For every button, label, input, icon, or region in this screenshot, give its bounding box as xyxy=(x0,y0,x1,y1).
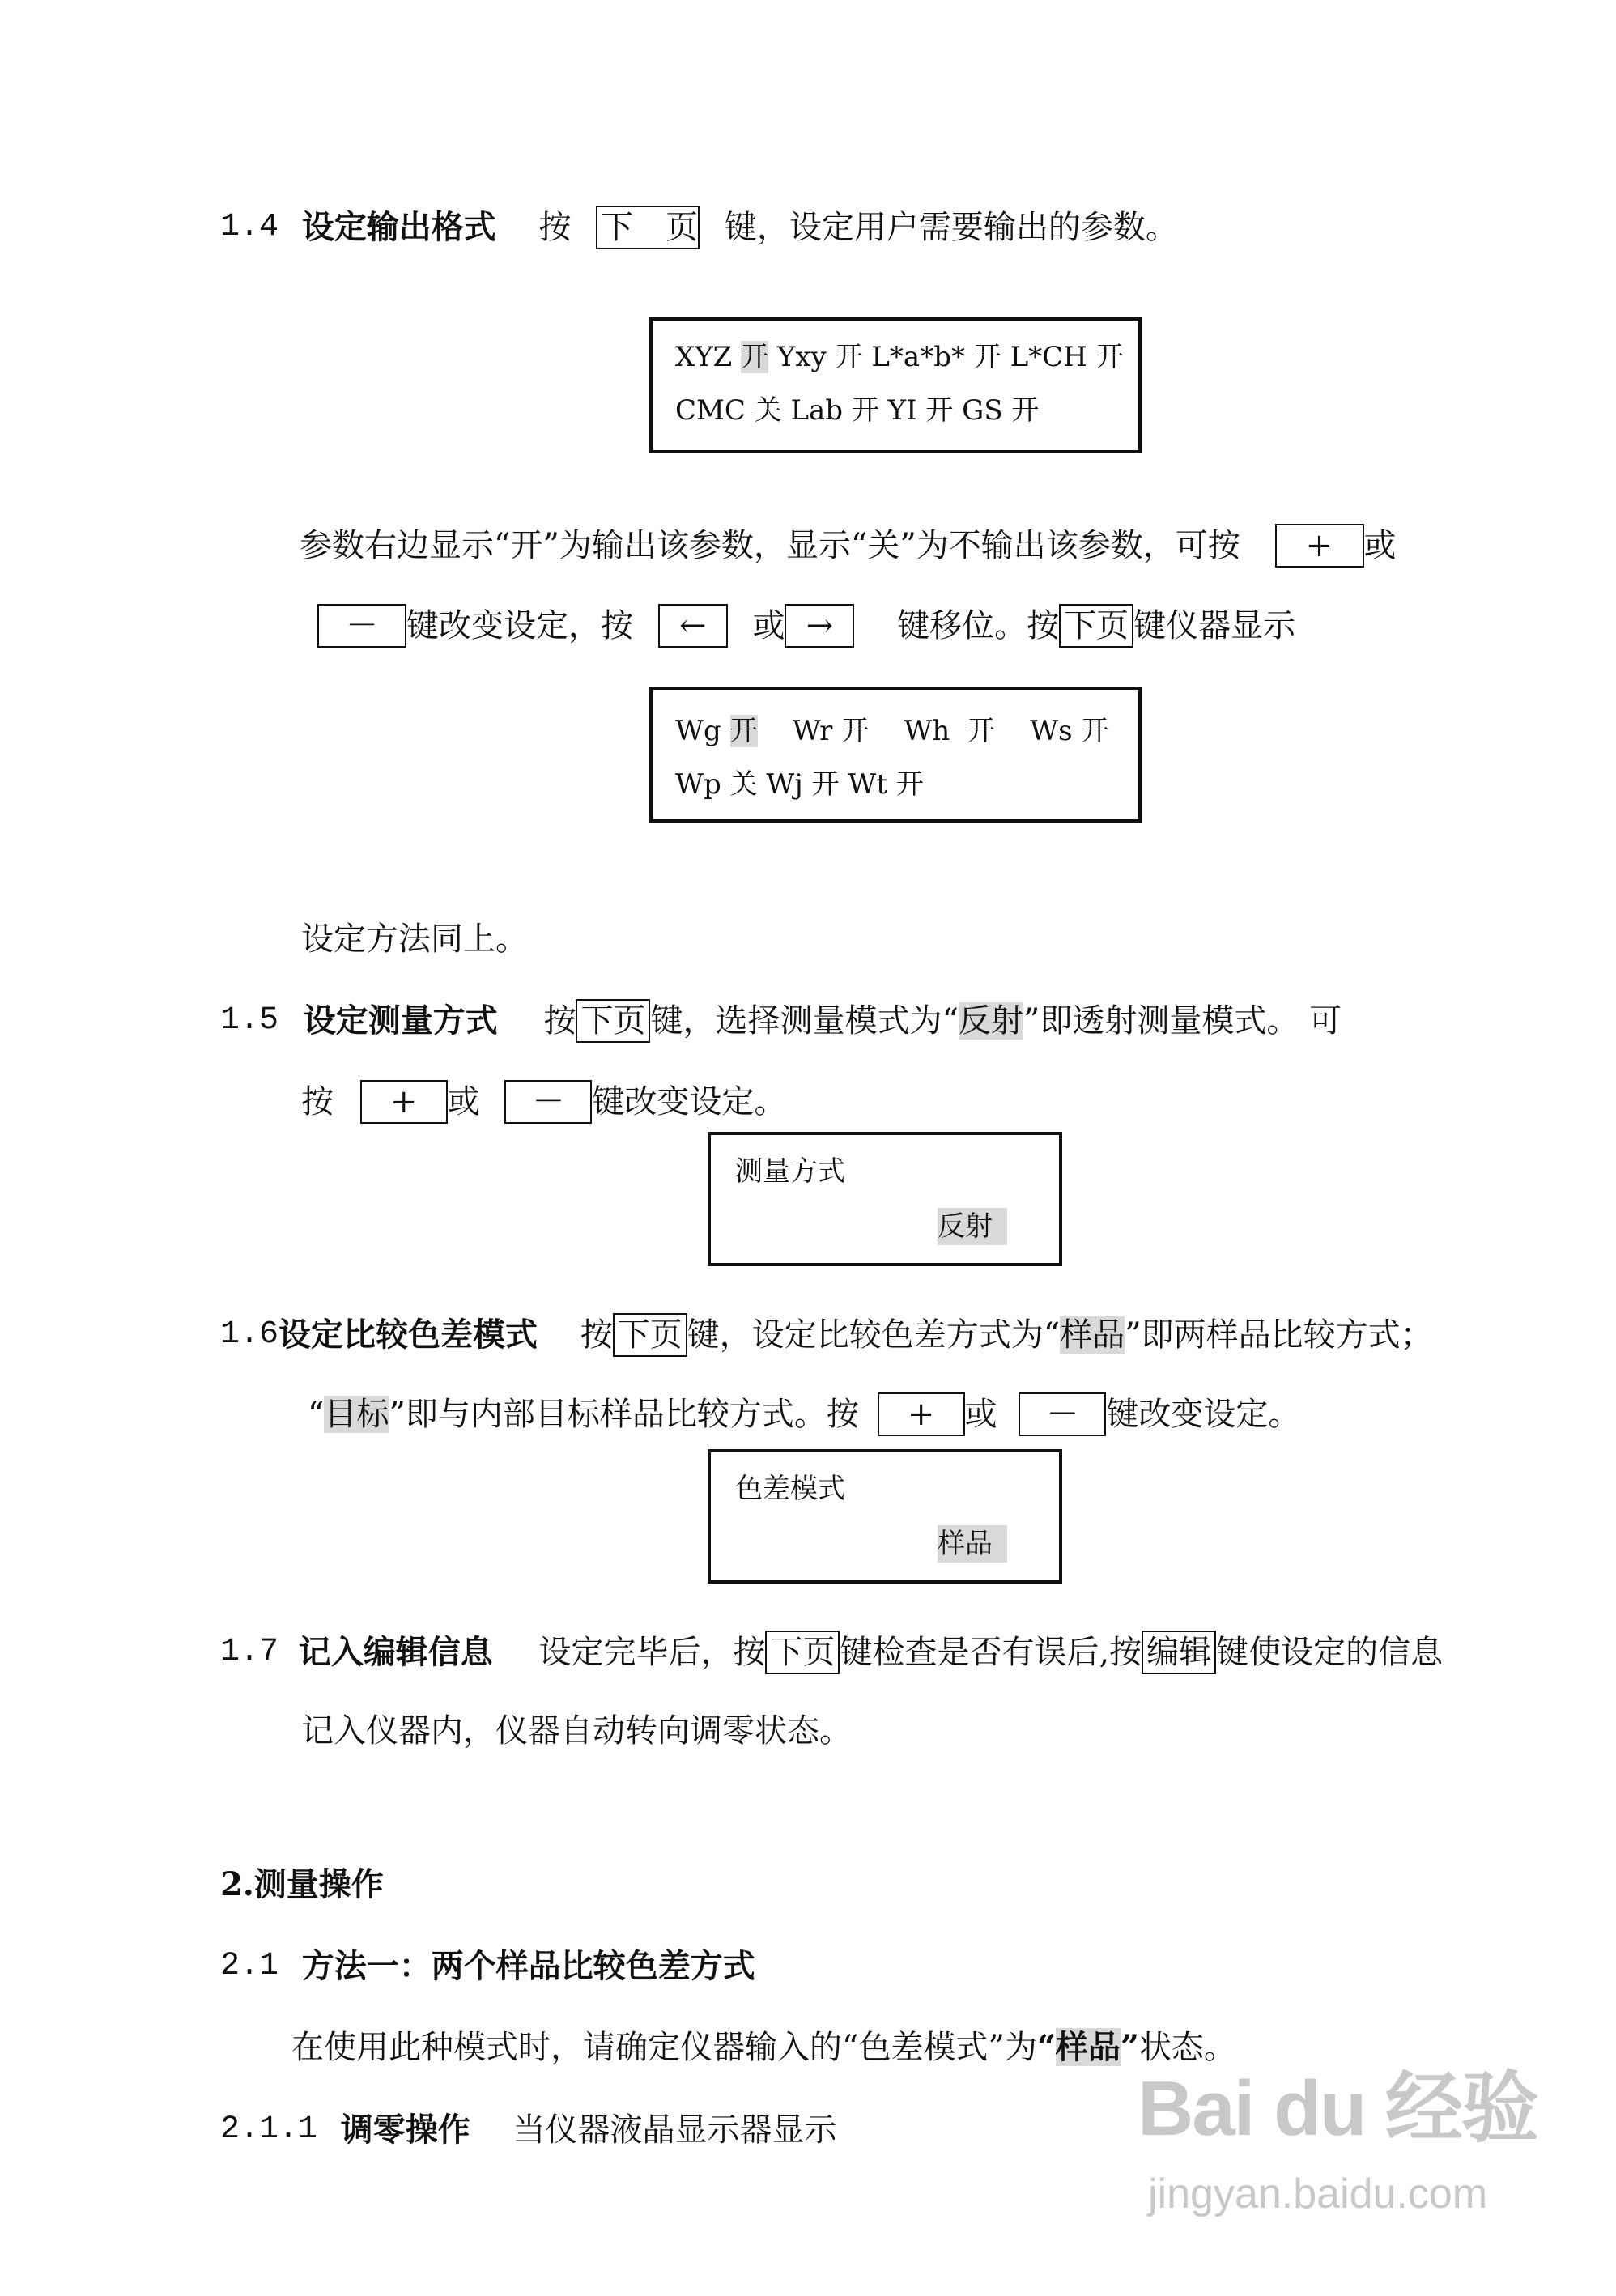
section-title: 方法一：两个样品比较色差方式 xyxy=(301,1947,755,1985)
text: 或 xyxy=(964,1396,997,1433)
highlight: 样品 xyxy=(1055,2028,1121,2066)
minus-key: － xyxy=(1019,1392,1106,1436)
section-1-5-line-2 xyxy=(301,1077,786,1125)
text: ” xyxy=(1120,2028,1139,2066)
text: “ xyxy=(1036,2028,1056,2066)
next-page-key: 下页 xyxy=(576,999,650,1043)
lcd-label: 色差模式 xyxy=(735,1473,845,1505)
text: 按 xyxy=(301,1083,334,1120)
lcd-row-1 xyxy=(675,338,1124,376)
text: 或 xyxy=(447,1083,480,1120)
section-1-6-line-2 xyxy=(308,1389,1300,1437)
section-title: 记入编辑信息 xyxy=(298,1633,493,1671)
lcd-display-measure-mode xyxy=(708,1132,1062,1266)
plus-key: + xyxy=(1275,524,1364,568)
lcd-display-output-format-1 xyxy=(649,317,1142,453)
section-1-6-line-1 xyxy=(220,1310,1433,1358)
text: 按 xyxy=(538,209,572,246)
text: 键使设定的信息 xyxy=(1216,1634,1444,1671)
section-1-4-line xyxy=(220,202,1178,250)
text: 键，设定用户需要输出的参数。 xyxy=(724,209,1178,246)
lcd-text: Wr 开 Wh 开 Ws 开 xyxy=(757,715,1109,747)
watermark-url: jingyan.baidu.com xyxy=(1148,2171,1488,2217)
section-title: 设定比较色差模式 xyxy=(279,1316,538,1354)
watermark-logo-text: Bai du 经验 xyxy=(1138,2065,1538,2152)
section-1-5-line-1 xyxy=(220,996,1342,1044)
text: 按 xyxy=(543,1002,576,1040)
lcd-display-color-diff-mode xyxy=(708,1449,1062,1584)
text: 按 xyxy=(580,1316,613,1354)
lcd-text: Yxy 开 L*a*b* 开 L*CH 开 xyxy=(768,341,1124,373)
baidu-jingyan-logo xyxy=(1138,2064,1542,2154)
section-number: 2.1 xyxy=(220,1948,279,1984)
next-page-key: 下页 xyxy=(1059,604,1133,648)
text: 在使用此种模式时，请确定仪器输入的“色差模式”为 xyxy=(291,2029,1037,2066)
paragraph-line-1 xyxy=(300,521,1397,568)
highlight: 反射 xyxy=(958,1002,1023,1040)
lcd-row-1 xyxy=(675,712,1109,750)
text: 键，选择测量模式为“ xyxy=(650,1002,959,1040)
lcd-text: XYZ xyxy=(675,341,742,373)
text: 键检查是否有误后,按 xyxy=(840,1634,1142,1671)
text: 键，设定比较色差方式为“ xyxy=(687,1316,1061,1354)
right-arrow-key: → xyxy=(785,604,854,648)
minus-key: － xyxy=(317,604,406,648)
section-title: 设定输出格式 xyxy=(301,208,496,246)
section-title: 设定测量方式 xyxy=(303,1001,498,1040)
text: 或 xyxy=(752,607,785,644)
highlight: 目标 xyxy=(324,1396,389,1433)
section-number: 1.5 xyxy=(220,1002,279,1039)
text: ”即两样品比较方式； xyxy=(1125,1316,1433,1354)
minus-key: － xyxy=(504,1080,592,1124)
plus-key: + xyxy=(878,1392,965,1436)
lcd-row-2: CMC 关 Lab 开 YI 开 GS 开 xyxy=(675,394,1040,427)
section-number: 1.4 xyxy=(220,209,279,245)
text: ”即透射测量模式。 可 xyxy=(1023,1002,1342,1040)
section-number: 1.6 xyxy=(220,1316,279,1353)
lcd-display-output-format-2 xyxy=(649,687,1142,823)
paragraph-same-method: 设定方法同上。 xyxy=(301,921,528,958)
lcd-value: 样品 xyxy=(938,1525,1007,1563)
section-1-7-line-1 xyxy=(220,1627,1443,1675)
text: 键改变设定，按 xyxy=(406,607,633,644)
next-page-key: 下页 xyxy=(613,1313,687,1357)
text: 当仪器液晶显示器显示 xyxy=(512,2111,837,2149)
plus-key: + xyxy=(360,1080,448,1124)
lcd-text: Wg xyxy=(675,715,730,747)
text: 状态。 xyxy=(1138,2029,1236,2066)
section-number: 2.1.1 xyxy=(220,2111,318,2148)
lcd-value: 反射 xyxy=(938,1208,1007,1245)
text: 键改变设定。 xyxy=(592,1083,787,1120)
lcd-cursor-highlight: 开 xyxy=(729,715,758,747)
text: “ xyxy=(308,1396,325,1433)
lcd-row-2: Wp 关 Wj 开 Wt 开 xyxy=(675,768,924,801)
section-2-heading: 2.测量操作 xyxy=(220,1865,384,1903)
text: 或 xyxy=(1363,527,1397,564)
text: 键改变设定。 xyxy=(1106,1396,1301,1433)
paragraph-line-2 xyxy=(317,601,1295,648)
section-title: 调零操作 xyxy=(340,2111,470,2149)
text: 键移位。按 xyxy=(897,607,1060,644)
left-arrow-key: ← xyxy=(658,604,728,648)
text: ”即与内部目标样品比较方式。按 xyxy=(389,1396,859,1433)
section-number: 1.7 xyxy=(220,1634,279,1670)
text: 设定完毕后，按 xyxy=(538,1634,766,1671)
paragraph-method-one xyxy=(291,2022,1236,2070)
lcd-label: 测量方式 xyxy=(735,1155,845,1188)
section-1-7-line-2: 记入仪器内，仪器自动转向调零状态。 xyxy=(301,1712,852,1750)
section-2-1-heading xyxy=(220,1941,755,1989)
lcd-cursor-highlight: 开 xyxy=(741,341,769,373)
highlight: 样品 xyxy=(1060,1316,1125,1354)
next-page-key: 下 页 xyxy=(596,206,700,249)
next-page-key: 下页 xyxy=(765,1631,840,1674)
section-2-1-1-line xyxy=(220,2105,836,2153)
edit-key: 编辑 xyxy=(1142,1631,1216,1674)
text: 键仪器显示 xyxy=(1133,607,1296,644)
text: 参数右边显示“开”为输出该参数，显示“关”为不输出该参数，可按 xyxy=(300,527,1240,564)
